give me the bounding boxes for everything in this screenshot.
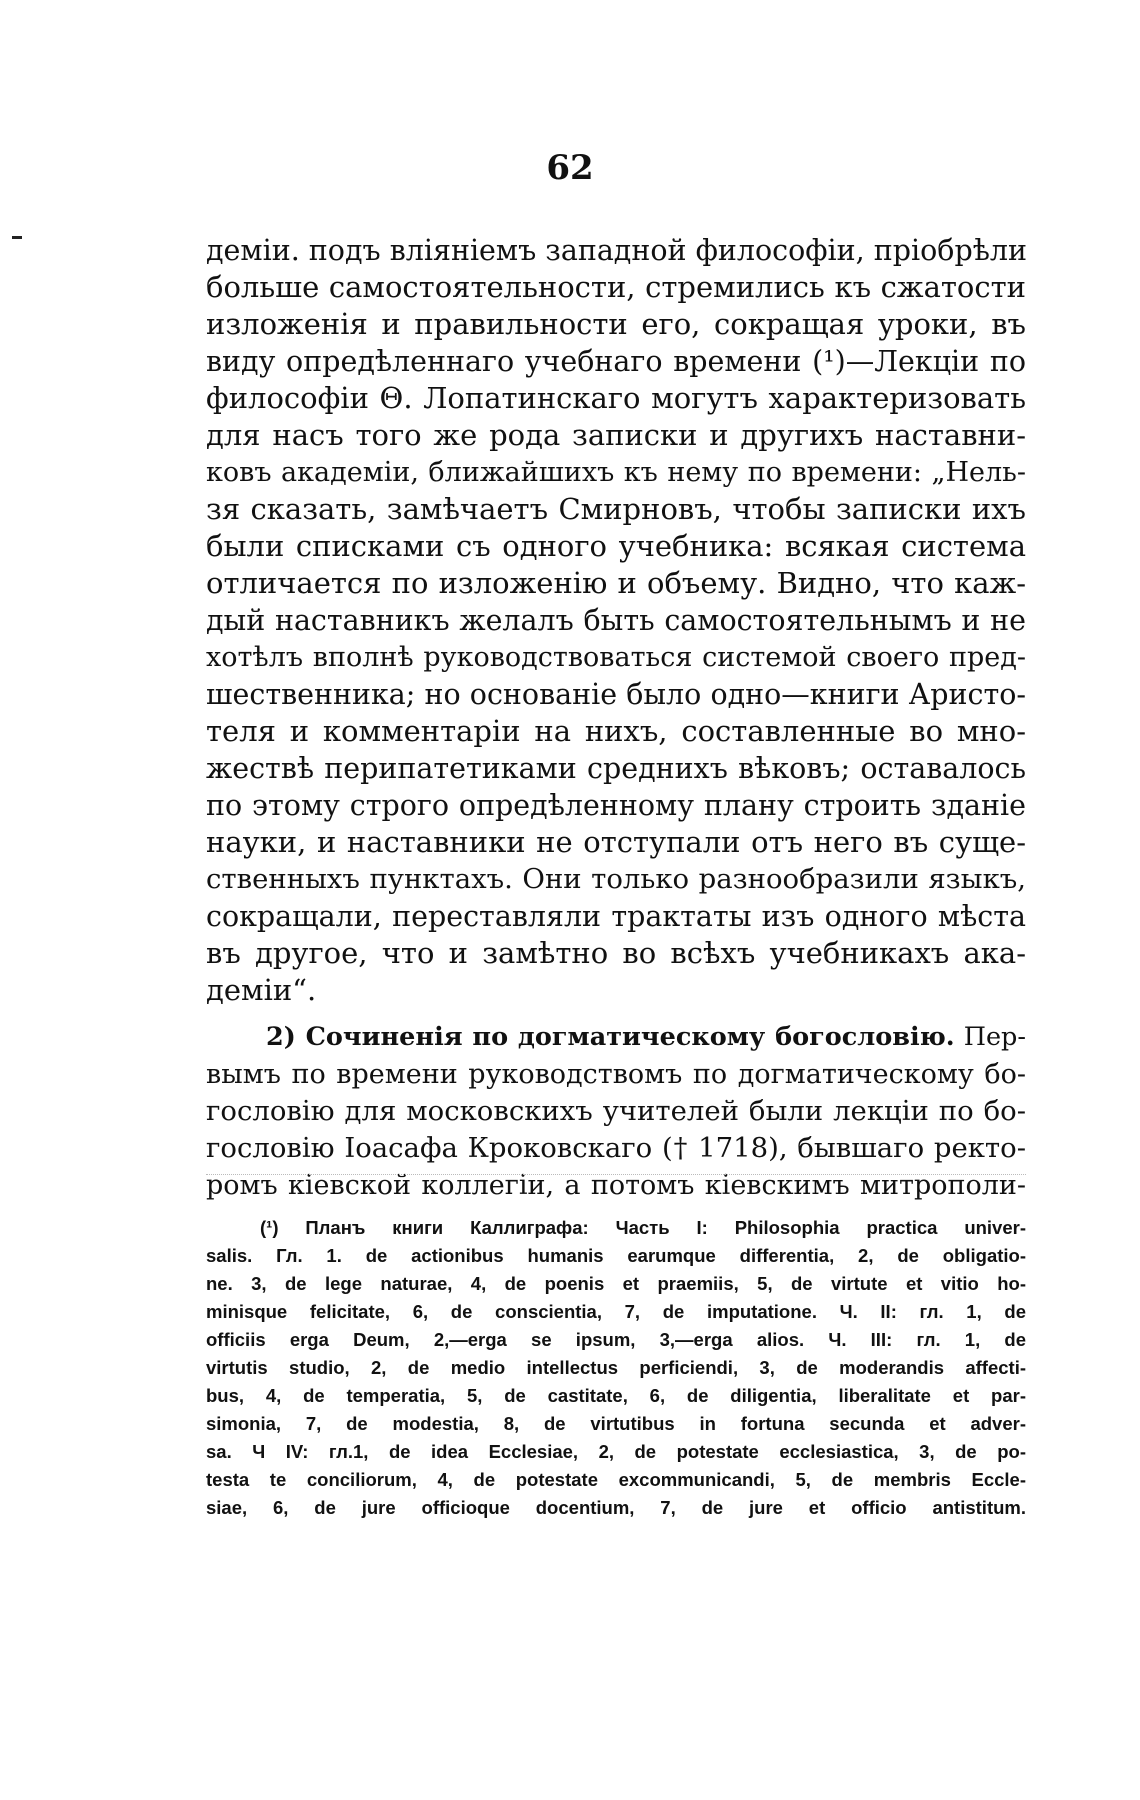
text-line: дый наставникъ желалъ быть самостоятельнымъ и не (206, 604, 1026, 637)
footnotes (206, 1214, 1026, 1522)
text-line: шественника; но основаніе было одно—книги Аристо- (206, 678, 1026, 711)
margin-mark (12, 236, 22, 239)
text-line: ковъ академіи, ближайшихъ къ нему по времени: „Нель- (206, 457, 1026, 488)
text-line: ромъ кіевской коллегіи, а потомъ кіевскимъ митрополи- (206, 1170, 1026, 1201)
footnote-line: officiis erga Deum, 2,—erga se ipsum, 3,—erga alios. Ч. III: гл. 1, de (206, 1329, 1026, 1350)
footnote-line: minisque felicitate, 6, de conscientia, 7, de imputatione. Ч. II: гл. 1, de (206, 1301, 1026, 1322)
page-number: 62 (546, 148, 594, 188)
text-line: сокращали, переставляли трактаты изъ одного мѣста (206, 900, 1026, 933)
text-line: науки, и наставники не отступали отъ него въ суще- (206, 825, 1026, 859)
text-line: вымъ по времени руководствомъ по догматическому бо- (206, 1059, 1026, 1090)
section-gap (206, 1009, 1026, 1019)
footnote-line: salis. Гл. 1. de actionibus humanis earumque differentia, 2, de obligatio- (206, 1245, 1026, 1266)
text-line: зя сказать, замѣчаетъ Смирновъ, чтобы записки ихъ (206, 492, 1026, 526)
text-line: отличается по изложенію и объему. Видно, что каж- (206, 566, 1026, 600)
text-line: больше самостоятельности, стремились къ сжатости (206, 270, 1026, 304)
footnote-line: sa. Ч IV: гл.1, de idea Ecclesiae, 2, de potestate ecclesiastica, 3, de po- (206, 1441, 1026, 1462)
section-heading-continuation: Пер- (954, 1022, 1026, 1052)
footnote-line: bus, 4, de temperatia, 5, de castitate, 6, de diligentia, liberalitate et par- (206, 1385, 1026, 1406)
footnote-line: (¹) Планъ книги Каллиграфа: Часть I: Philosophia practica univer- (260, 1217, 1026, 1238)
footnote-line: ne. 3, de lege naturae, 4, de poenis et praemiis, 5, de virtute et vitio ho- (206, 1273, 1026, 1294)
text-line: теля и комментаріи на нихъ, составленные во мно- (206, 714, 1026, 748)
text-line: по этому строго опредѣленному плану строить зданіе (206, 789, 1026, 822)
text-line: гословію для московскихъ учителей были лекціи по бо- (206, 1095, 1026, 1127)
text-line: жествѣ перипатетиками среднихъ вѣковъ; оставалось (206, 752, 1026, 785)
text-line: гословію Іоасафа Кроковскаго († 1718), бывшаго ректо- (206, 1132, 1026, 1164)
text-line: хотѣлъ вполнѣ руководствоваться системой своего пред- (206, 642, 1026, 673)
text-line: ственныхъ пунктахъ. Они только разнообразили языкъ, (206, 863, 1026, 895)
text-line: деміи. подъ вліяніемъ западной философіи, пріобрѣли (206, 234, 1027, 267)
footnote-line: siae, 6, de jure officioque docentium, 7, de jure et officio antistitum. (206, 1497, 1026, 1518)
footnote-line: testa te conciliorum, 4, de potestate excommunicandi, 5, de membris Eccle- (206, 1469, 1026, 1490)
footnote-line: virtutis studio, 2, de medio intellectus perficiendi, 3, de moderandis affecti- (206, 1357, 1026, 1378)
text-line: деміи“. (206, 973, 317, 1007)
text-line: изложенія и правильности его, сокращая уроки, въ (206, 307, 1026, 341)
footnote-line: simonia, 7, de modestia, 8, de virtutibus in fortuna secunda et adver- (206, 1413, 1026, 1434)
section-heading-line (206, 1019, 1026, 1056)
text-line: были списками съ одного учебника: всякая система (206, 529, 1026, 563)
text-line: въ другое, что и замѣтно во всѣхъ учебникахъ ака- (206, 936, 1026, 970)
text-line: философіи Θ. Лопатинскаго могутъ характеризовать (206, 381, 1026, 415)
text-line: для насъ того же рода записки и другихъ наставни- (206, 418, 1026, 452)
footnote-separator (206, 1174, 1026, 1175)
body-text (206, 232, 1026, 1204)
section-heading: 2) Сочиненія по догматическому богословію. (266, 1022, 955, 1052)
text-line: виду опредѣленнаго учебнаго времени (¹)—Лекціи по (206, 345, 1026, 378)
